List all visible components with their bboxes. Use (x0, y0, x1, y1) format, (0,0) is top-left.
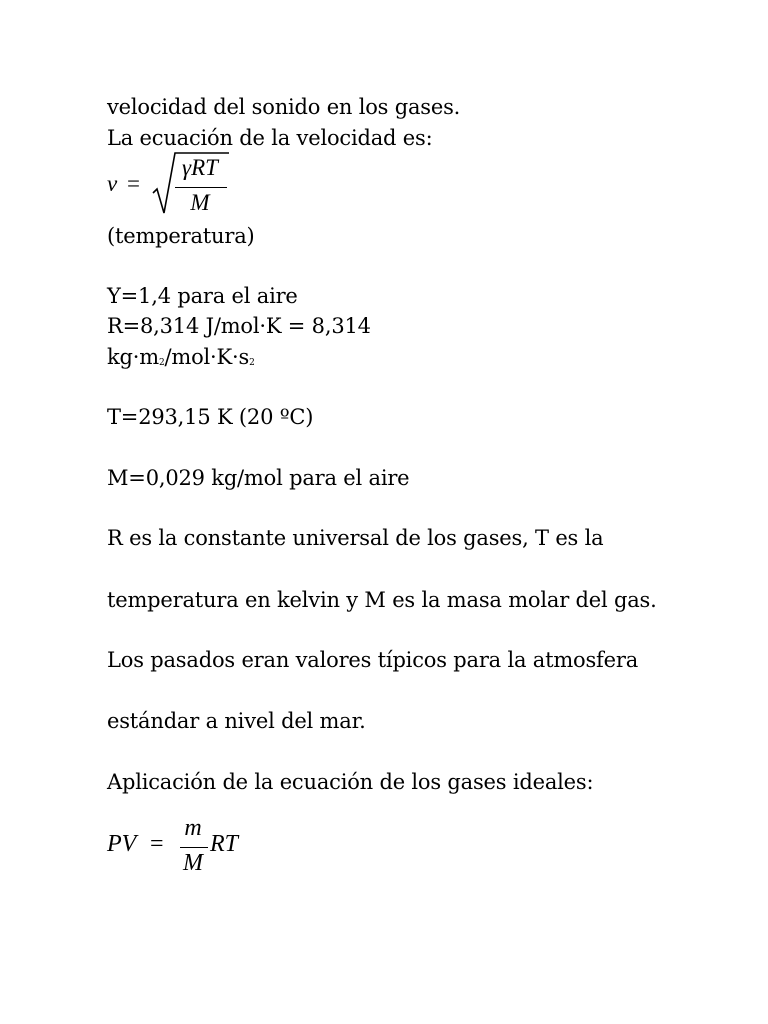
ideal-gas-fraction-bar (180, 847, 208, 848)
text-line-5: R=8,314 J/mol·K = 8,314 (107, 314, 371, 338)
text-line-9: R es la constante universal de los gases, T es la (107, 526, 604, 550)
ideal-gas-lhs: PV (107, 831, 137, 857)
ideal-gas-numerator: m (184, 815, 202, 841)
text-line-6 (107, 342, 255, 378)
ideal-gas-rhs: RT (210, 831, 239, 857)
unit-part-1: kg·m (107, 345, 159, 369)
velocity-numerator: γRT (182, 155, 218, 180)
text-line-11: Los pasados eran valores típicos para la atmosfera (107, 648, 639, 672)
text-line-10: temperatura en kelvin y M es la masa molar del gas. (107, 588, 657, 612)
text-line-13: Aplicación de la ecuación de los gases ideales: (107, 770, 594, 794)
velocity-fraction-bar (175, 187, 227, 188)
velocity-equals: = (127, 171, 140, 196)
text-line-3: (temperatura) (107, 224, 255, 248)
velocity-denominator: M (190, 190, 210, 215)
unit-part-2: /mol·K·s (164, 345, 250, 369)
text-line-1: velocidad del sonido en los gases. (107, 95, 461, 119)
unit-subscript-1: 2 (158, 358, 165, 368)
text-line-4: Y=1,4 para el aire (107, 284, 298, 308)
text-line-8: M=0,029 kg/mol para el aire (107, 466, 410, 490)
text-line-2: La ecuación de la velocidad es: (107, 126, 433, 150)
text-line-12: estándar a nivel del mar. (107, 709, 366, 733)
ideal-gas-equals: = (150, 831, 164, 857)
ideal-gas-denominator: M (183, 850, 203, 876)
text-line-7: T=293,15 K (20 ºC) (107, 405, 314, 429)
velocity-lhs: v (107, 171, 118, 196)
unit-subscript-2: 2 (249, 358, 255, 368)
